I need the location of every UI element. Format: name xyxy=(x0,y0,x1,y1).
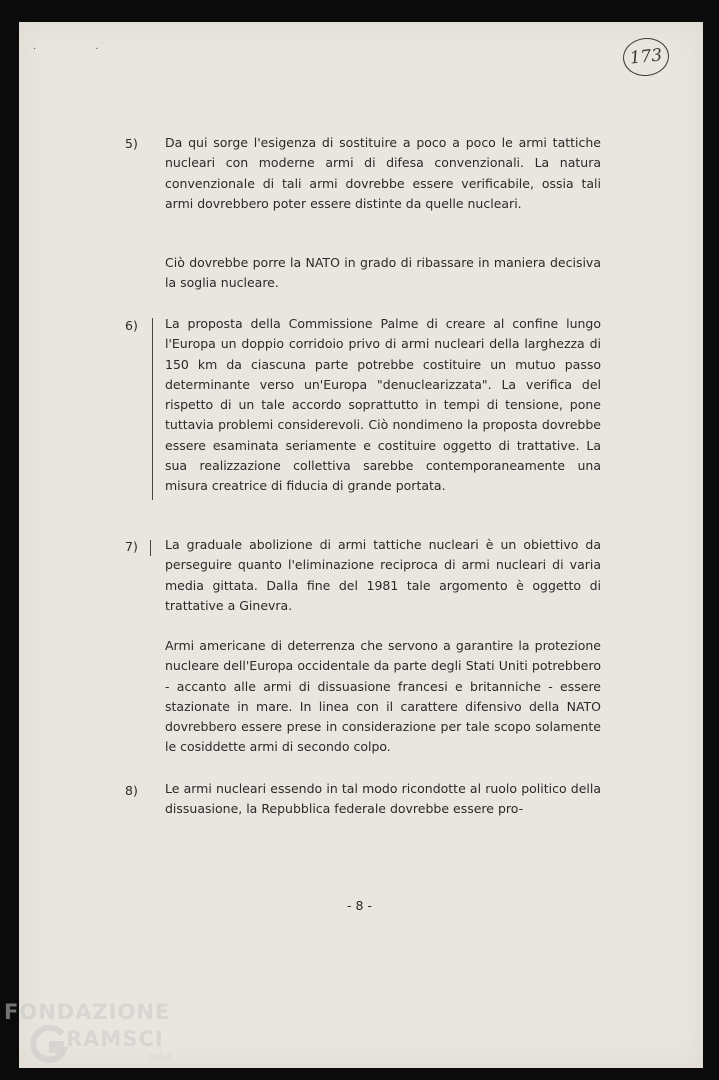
section-7-paragraph-1: La graduale abolizione di armi tattiche nucleari è un obiettivo da perseguire quanto l'eliminazione reciproca di armi nucleari di varia media gittata. Dalla fine del 1981 tale argomento è oggetto di trattative a Ginevra. xyxy=(165,537,601,613)
margin-bracket-mark xyxy=(152,318,153,500)
watermark-suffix: onlus xyxy=(148,1052,173,1062)
section-7-paragraph-2: Armi americane di deterrenza che servono a garantire la protezione nucleare dell'Europa occidentale da parte degli Stati Uniti potrebbero - accanto alle armi di dissuasione francesi e britanniche - essere stazionate in mare. In linea con il carattere difensivo della NATO dovrebbero essere prese in considerazione per tale scopo solamente le cosiddette armi di secondo colpo. xyxy=(165,638,601,755)
section-number-5: 5) xyxy=(125,136,138,151)
stamp-number: 173 xyxy=(628,45,664,69)
fondazione-gramsci-watermark xyxy=(4,1000,194,1080)
page-specks: · · xyxy=(33,44,127,55)
section-number-8: 8) xyxy=(125,783,138,798)
section-8-paragraph-1: Le armi nucleari essendo in tal modo ricondotte al ruolo politico della dissuasione, la Repubblica federale dovrebbe essere pro- xyxy=(165,781,601,817)
section-5-paragraph-2: Ciò dovrebbe porre la NATO in grado di ribassare in maniera decisiva la soglia nucleare. xyxy=(165,255,601,291)
watermark-line-2: RAMSCI xyxy=(66,1027,164,1051)
section-number-7: 7) xyxy=(125,539,138,554)
section-number-6: 6) xyxy=(125,318,138,333)
section-6-paragraph-1: La proposta della Commissione Palme di creare al confine lungo l'Europa un doppio corridoio privo di armi nucleari della larghezza di 150 km da ciascuna parte potrebbe costituire un mutuo passo determinante verso un'Europa "denuclearizzata". La verifica del rispetto di un tale accordo soprattutto in tempi di tensione, pone tuttavia problemi considerevoli. Ciò nondimeno la proposta dovrebbe essere esaminata seriamente e costituire oggetto di trattative. La sua realizzazione collettiva sarebbe contemporaneamente una misura creatrice di fiducia di grande portata. xyxy=(165,316,601,494)
margin-tick-mark xyxy=(150,540,151,556)
page-number: - 8 - xyxy=(347,898,372,913)
watermark-line-1: FONDAZIONE xyxy=(4,1000,171,1024)
section-5-paragraph-1: Da qui sorge l'esigenza di sostituire a poco a poco le armi tattiche nucleari con moderne armi di difesa convenzionali. La natura convenzionale di tali armi dovrebbe essere verificabile, ossia tali armi dovrebbero poter essere distinte da quelle nucleari. xyxy=(165,135,601,211)
gramsci-g-logo-icon xyxy=(30,1024,70,1064)
